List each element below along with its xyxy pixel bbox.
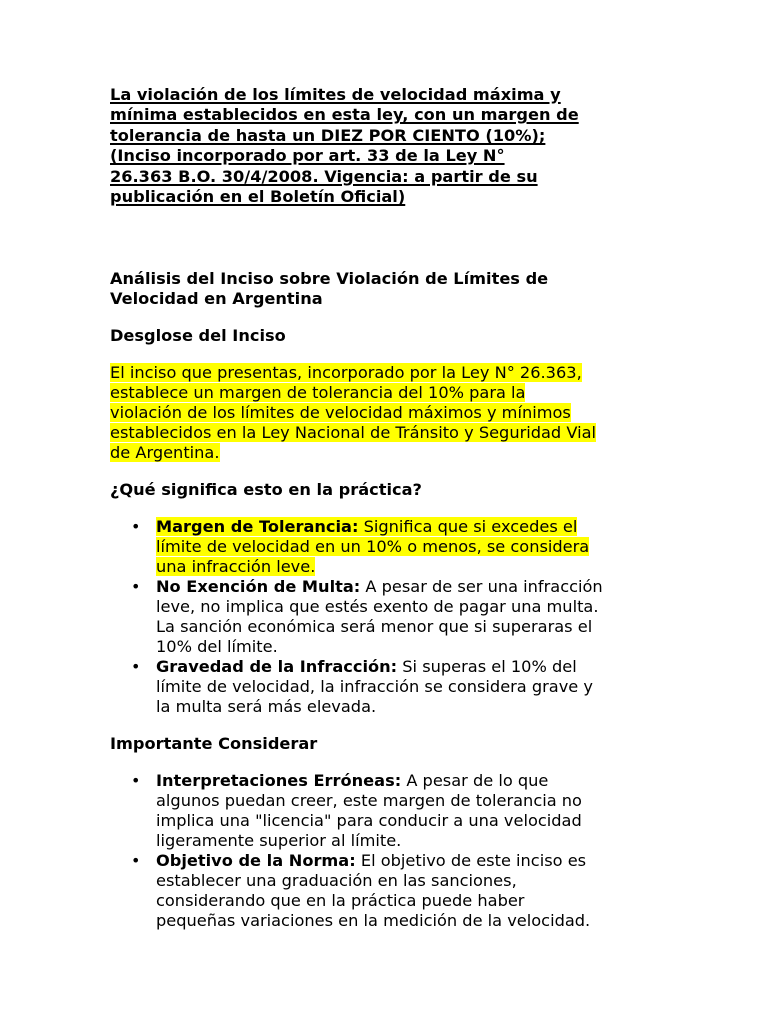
importante-list — [110, 771, 670, 931]
bullet-icon: • — [131, 851, 141, 871]
list-item — [110, 517, 670, 577]
practica-heading: ¿Qué significa esto en la práctica? — [110, 480, 422, 500]
list-item — [110, 657, 670, 717]
item-text: algunos puedan creer, este margen de tolerancia no — [156, 791, 582, 811]
bullet-icon: • — [131, 577, 141, 597]
intro-quote — [110, 85, 670, 207]
item-text: considerando que en la práctica puede haber — [156, 891, 525, 911]
item-text: pequeñas variaciones en la medición de la velocidad. — [156, 911, 591, 931]
paragraph-line: El inciso que presentas, incorporado por la Ley N° 26.363, — [110, 363, 582, 383]
paragraph-line: establece un margen de tolerancia del 10% para la — [110, 383, 526, 403]
bullet-icon: • — [131, 657, 141, 677]
item-text: establecer una graduación en las sanciones, — [156, 871, 517, 891]
item-label: Objetivo de la Norma: — [156, 851, 356, 871]
importante-heading: Importante Considerar — [110, 734, 318, 754]
intro-line: mínima establecidos en esta ley, con un margen de — [110, 105, 579, 125]
item-text: Si superas el 10% del — [397, 657, 577, 677]
item-text: una infracción leve. — [156, 557, 316, 577]
item-text: ligeramente superior al límite. — [156, 831, 402, 851]
intro-line: (Inciso incorporado por art. 33 de la Ley N° — [110, 146, 505, 166]
item-text: la multa será más elevada. — [156, 697, 377, 717]
title-line: Velocidad en Argentina — [110, 289, 323, 309]
practica-list — [110, 517, 670, 717]
item-text: A pesar de lo que — [401, 771, 549, 791]
intro-line: 26.363 B.O. 30/4/2008. Vigencia: a partir de su — [110, 166, 538, 186]
item-text: El objetivo de este inciso es — [355, 851, 587, 871]
list-item — [110, 577, 670, 657]
bullet-icon: • — [131, 517, 141, 537]
item-label: Interpretaciones Erróneas: — [156, 771, 402, 791]
intro-line: La violación de los límites de velocidad máxima y — [110, 85, 561, 104]
item-text: leve, no implica que estés exento de pagar una multa. — [156, 597, 599, 617]
intro-line: tolerancia de hasta un DIEZ POR CIENTO (10%); — [110, 125, 546, 145]
document-page — [110, 83, 670, 931]
list-item — [110, 851, 670, 931]
item-label: Margen de Tolerancia: — [156, 517, 359, 537]
item-text: A pesar de ser una infracción — [360, 577, 603, 597]
item-text: Significa que si excedes el — [358, 517, 578, 537]
item-text: 10% del límite. — [156, 637, 278, 657]
paragraph-line: establecidos en la Ley Nacional de Tránsito y Seguridad Vial — [110, 423, 596, 443]
paragraph-line: violación de los límites de velocidad máximos y mínimos — [110, 403, 571, 423]
intro-line: publicación en el Boletín Oficial) — [110, 187, 406, 207]
item-text: La sanción económica será menor que si superaras el — [156, 617, 593, 637]
document-title — [110, 269, 670, 309]
desglose-heading: Desglose del Inciso — [110, 326, 286, 346]
item-text: límite de velocidad, la infracción se considera grave y — [156, 677, 593, 697]
bullet-icon: • — [131, 771, 141, 791]
desglose-paragraph — [110, 363, 670, 463]
item-label: No Exención de Multa: — [156, 577, 361, 597]
title-line: Análisis del Inciso sobre Violación de Límites de — [110, 269, 549, 289]
item-text: límite de velocidad en un 10% o menos, se considera — [156, 537, 590, 557]
paragraph-line: de Argentina. — [110, 443, 220, 463]
item-label: Gravedad de la Infracción: — [156, 657, 398, 677]
item-text: implica una "licencia" para conducir a una velocidad — [156, 811, 582, 831]
list-item — [110, 771, 670, 851]
